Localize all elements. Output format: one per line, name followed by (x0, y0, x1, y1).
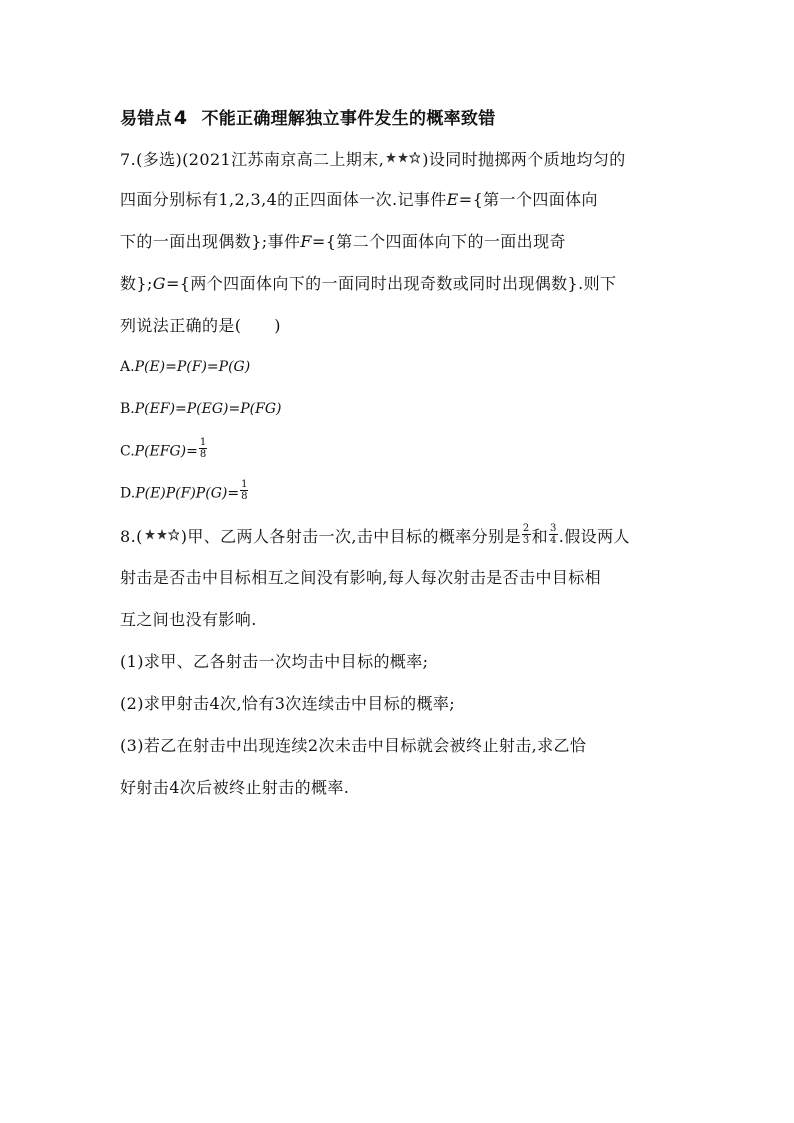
section-prefix: 易错点 (120, 109, 172, 129)
q7-option-d: D.P(E)P(F)P(G)= $\frac{1}{8}$ (120, 479, 248, 502)
fraction: $\frac{3}{4}$ (550, 523, 557, 546)
difficulty-stars-icon (386, 149, 420, 169)
q8-sub-2: (2)求甲射击4次,恰有3次连续击中目标的概率; (120, 694, 456, 713)
q7-line-4: 数};G={两个四面体向下的一面同时出现奇数或同时出现偶数}.则下 (120, 274, 617, 293)
q7-line-2: 四面分别标有1,2,3,4的正四面体一次.记事件E={第一个四面体向 (120, 190, 598, 209)
q8-sub-1: (1)求甲、乙各射击一次均击中目标的概率; (120, 652, 429, 671)
q7-line-5: 列说法正确的是( ) (120, 316, 281, 335)
q7-option-c: C.P(EFG)= $\frac{1}{8}$ (120, 437, 207, 460)
section-number: 4 (173, 107, 188, 129)
q8-sub-3-line-2: 好射击4次后被终止射击的概率. (120, 778, 350, 797)
section-heading (120, 104, 496, 129)
event-f: F (300, 232, 312, 251)
q8-line-3: 互之间也没有影响. (120, 610, 257, 629)
q8-line-1: 8.( )甲、乙两人各射击一次,击中目标的概率分别是 $\frac{2}{3}$ 和 $\frac{3}{4}$ .假设两人 (120, 523, 630, 546)
q7-line-1: 7.(多选)(2021江苏南京高二上期末, )设同时抛掷两个质地均匀的 (120, 150, 626, 169)
difficulty-stars-icon (145, 526, 179, 546)
q7-source-text: 7.(多选)(2021江苏南京高二上期末, (120, 150, 385, 169)
section-title: 不能正确理解独立事件发生的概率致错 (201, 109, 496, 129)
q7-option-b: B.P(EF)=P(EG)=P(FG) (120, 401, 282, 417)
fraction: $\frac{1}{8}$ (241, 479, 248, 502)
fraction: $\frac{2}{3}$ (522, 523, 530, 546)
fraction: $\frac{1}{8}$ (199, 437, 207, 460)
q7-option-a: A.P(E)=P(F)=P(G) (120, 359, 251, 375)
q7-line-3: 下的一面出现偶数};事件F={第二个四面体向下的一面出现奇 (120, 232, 566, 251)
event-g: G (152, 274, 166, 293)
q8-sub-3-line-1: (3)若乙在射击中出现连续2次未击中目标就会被终止射击,求乙恰 (120, 736, 587, 755)
q8-line-2: 射击是否击中目标相互之间没有影响,每人每次射击是否击中目标相 (120, 568, 602, 587)
event-e: E (446, 190, 459, 209)
